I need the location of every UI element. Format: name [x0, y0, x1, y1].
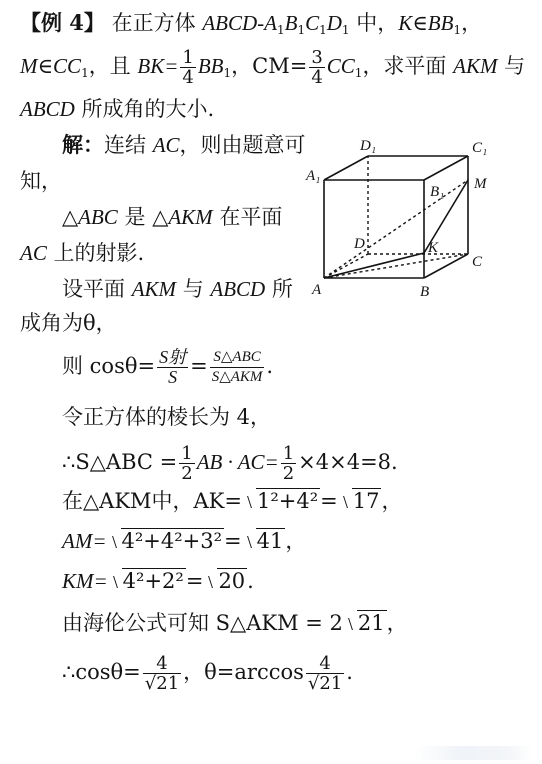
solution-line-1: 解：连结 AC，则由题意可 — [62, 132, 306, 157]
problem-line-1: 【例 4】 在正方体 ABCD-$A_1B_1C_1D_1$ 中，$K\in BB_1$， — [20, 10, 483, 37]
sqrt-17: 17 — [338, 488, 382, 514]
sqrt-21: 21 — [343, 610, 387, 636]
label-D: D — [354, 236, 365, 252]
cos-formula: 则 cosθ= $\frac{\text{S射}}{S}$ = $\frac{\text{S△ABC}}{\text{S△AKM}}$ . — [62, 347, 274, 387]
fraction-one-quarter: $\frac{1}{4}$ — [182, 47, 194, 88]
label-B: B — [420, 284, 430, 300]
label-K: K — [428, 240, 439, 256]
solution-line-6: 成角为θ， — [20, 311, 117, 335]
edge-A1-D1 — [324, 156, 368, 180]
solution-line-5: 设平面 AKM 与 ABCD 所 — [62, 277, 293, 301]
edge-B1-C1 — [424, 156, 468, 180]
solution-line-3: △ABC 是 △AKM 在平面 — [62, 205, 283, 229]
ak-line: 在△AKM中，AK= 1²+4²= 17， — [62, 489, 403, 513]
problem-line-2: $M\in CC_1$，且 BK= $\frac{1}{4}$ $BB_1$，CM= $\frac{3}{4}$ $CC_1$，求平面 AKM 与 — [20, 47, 526, 88]
watermark-logo — [414, 746, 532, 760]
label-C1: C₁ — [472, 140, 488, 156]
label-D1: D₁ — [360, 138, 377, 154]
fraction-final-1: $\frac{4}{√21}$ — [144, 653, 180, 694]
final-answer-line: ∴cosθ= $\frac{4}{√21}$ ，θ=arccos $\frac{4}{√21}$ . — [62, 653, 353, 694]
edge-length-line: 令正方体的棱长为 4， — [62, 405, 272, 429]
sqrt-41: 41 — [242, 528, 286, 554]
fraction-one-half-2: $\frac{1}{2}$ — [282, 443, 295, 484]
edge-B-C — [424, 254, 468, 278]
problem-line-3: ABCD 所成角的大小. — [20, 97, 215, 121]
label-M: M — [474, 176, 487, 192]
hidden-edge-A-D — [324, 254, 368, 278]
fraction-three-quarters: $\frac{3}{4}$ — [311, 47, 323, 88]
hidden-segment-A-M — [324, 180, 468, 278]
solution-label: 解： — [62, 132, 104, 157]
fraction-one-half: $\frac{1}{2}$ — [181, 443, 193, 484]
am-line: AM= 4²+4²+3²= 41， — [62, 529, 307, 553]
label-C: C — [472, 254, 483, 270]
km-line: KM= 4²+2²= 20. — [62, 569, 254, 593]
fraction-final-2: $\frac{4}{√21}$ — [307, 653, 343, 694]
area-abc-line: ∴S△ABC = $\frac{1}{2}$ AB · AC= $\frac{1}{2}$ ×4×4=8. — [62, 443, 398, 484]
heron-line: 由海伦公式可知 S△AKM = 2 21， — [62, 611, 408, 635]
label-B1: B₁ — [430, 184, 445, 200]
fraction-proj-area: $\frac{\text{S射}}{S}$ — [159, 347, 187, 387]
cube-figure — [296, 136, 516, 306]
sqrt-20: 20 — [203, 568, 247, 594]
solution-line-4: AC 上的射影. — [20, 241, 145, 265]
example-label: 【例 4】 — [20, 10, 105, 35]
sqrt-am: 4²+4²+3² — [107, 528, 225, 554]
sqrt-km: 4²+2² — [108, 568, 186, 594]
sqrt-ak: 1²+4² — [242, 488, 320, 514]
segment-A-K — [324, 253, 424, 278]
solution-line-2: 知， — [20, 169, 62, 193]
label-A: A — [312, 282, 322, 298]
fraction-area-ratio: $\frac{\text{S△ABC}}{\text{S△AKM}}$ — [211, 349, 263, 385]
label-A1: A₁ — [306, 168, 321, 184]
